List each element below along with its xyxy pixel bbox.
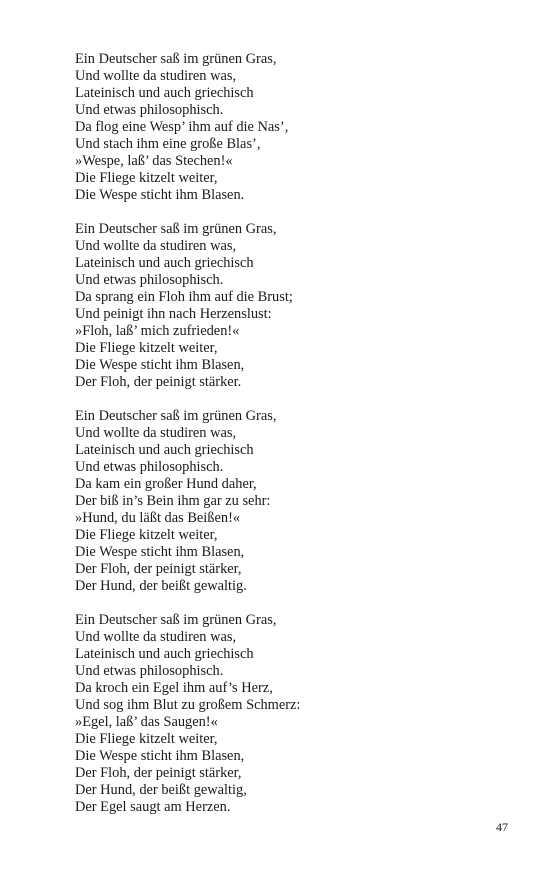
- poem-line: Der Floh, der peinigt stärker,: [75, 765, 242, 781]
- poem-line: Ein Deutscher saß im grünen Gras,: [75, 221, 277, 237]
- poem-line: »Egel, laß’ das Saugen!«: [75, 714, 218, 730]
- poem-line: Da flog eine Wesp’ ihm auf die Nas’,: [75, 119, 289, 135]
- poem-line: Ein Deutscher saß im grünen Gras,: [75, 51, 277, 67]
- poem-line: Und wollte da studiren was,: [75, 238, 237, 254]
- poem-line: Die Wespe sticht ihm Blasen,: [75, 748, 245, 764]
- poem-line: Und sog ihm Blut zu großem Schmerz:: [75, 697, 301, 713]
- stanza-3: [75, 408, 515, 595]
- poem-line: Der biß in’s Bein ihm gar zu sehr:: [75, 493, 271, 509]
- poem-line: Und wollte da studiren was,: [75, 68, 237, 84]
- poem-line: Lateinisch und auch griechisch: [75, 85, 254, 101]
- poem-line: Da kroch ein Egel ihm auf’s Herz,: [75, 680, 273, 696]
- poem-line: Da sprang ein Floh ihm auf die Brust;: [75, 289, 293, 305]
- stanza-2: [75, 221, 515, 391]
- poem-line: »Floh, laß’ mich zufrieden!«: [75, 323, 240, 339]
- stanza-4: [75, 612, 515, 816]
- poem-line: Die Fliege kitzelt weiter,: [75, 527, 218, 543]
- poem-line: Die Fliege kitzelt weiter,: [75, 170, 218, 186]
- poem-line: Die Wespe sticht ihm Blasen,: [75, 357, 245, 373]
- page-number: 47: [496, 820, 508, 834]
- poem-line: Und etwas philosophisch.: [75, 272, 224, 288]
- poem-line: Die Wespe sticht ihm Blasen.: [75, 187, 245, 203]
- poem-line: Der Floh, der peinigt stärker,: [75, 561, 242, 577]
- poem-line: Und etwas philosophisch.: [75, 663, 224, 679]
- poem-line: Die Wespe sticht ihm Blasen,: [75, 544, 245, 560]
- poem-line: Der Hund, der beißt gewaltig,: [75, 782, 247, 798]
- poem-line: »Wespe, laß’ das Stechen!«: [75, 153, 233, 169]
- poem-line: Der Egel saugt am Herzen.: [75, 799, 231, 815]
- poem-line: Lateinisch und auch griechisch: [75, 255, 254, 271]
- poem-line: Ein Deutscher saß im grünen Gras,: [75, 408, 277, 424]
- poem-line: Und peinigt ihn nach Herzenslust:: [75, 306, 272, 322]
- poem-line: Der Floh, der peinigt stärker.: [75, 374, 242, 390]
- poem-text: [75, 51, 515, 833]
- poem-line: Und wollte da studiren was,: [75, 629, 237, 645]
- poem-line: Und stach ihm eine große Blas’,: [75, 136, 261, 152]
- poem-line: Die Fliege kitzelt weiter,: [75, 731, 218, 747]
- poem-line: Lateinisch und auch griechisch: [75, 442, 254, 458]
- poem-line: Lateinisch und auch griechisch: [75, 646, 254, 662]
- poem-line: Ein Deutscher saß im grünen Gras,: [75, 612, 277, 628]
- poem-line: Die Fliege kitzelt weiter,: [75, 340, 218, 356]
- poem-line: Und etwas philosophisch.: [75, 459, 224, 475]
- poem-line: »Hund, du läßt das Beißen!«: [75, 510, 241, 526]
- stanza-1: [75, 51, 515, 204]
- poem-line: Da kam ein großer Hund daher,: [75, 476, 257, 492]
- poem-line: Und etwas philosophisch.: [75, 102, 224, 118]
- poem-line: Und wollte da studiren was,: [75, 425, 237, 441]
- poem-line: Der Hund, der beißt gewaltig.: [75, 578, 247, 594]
